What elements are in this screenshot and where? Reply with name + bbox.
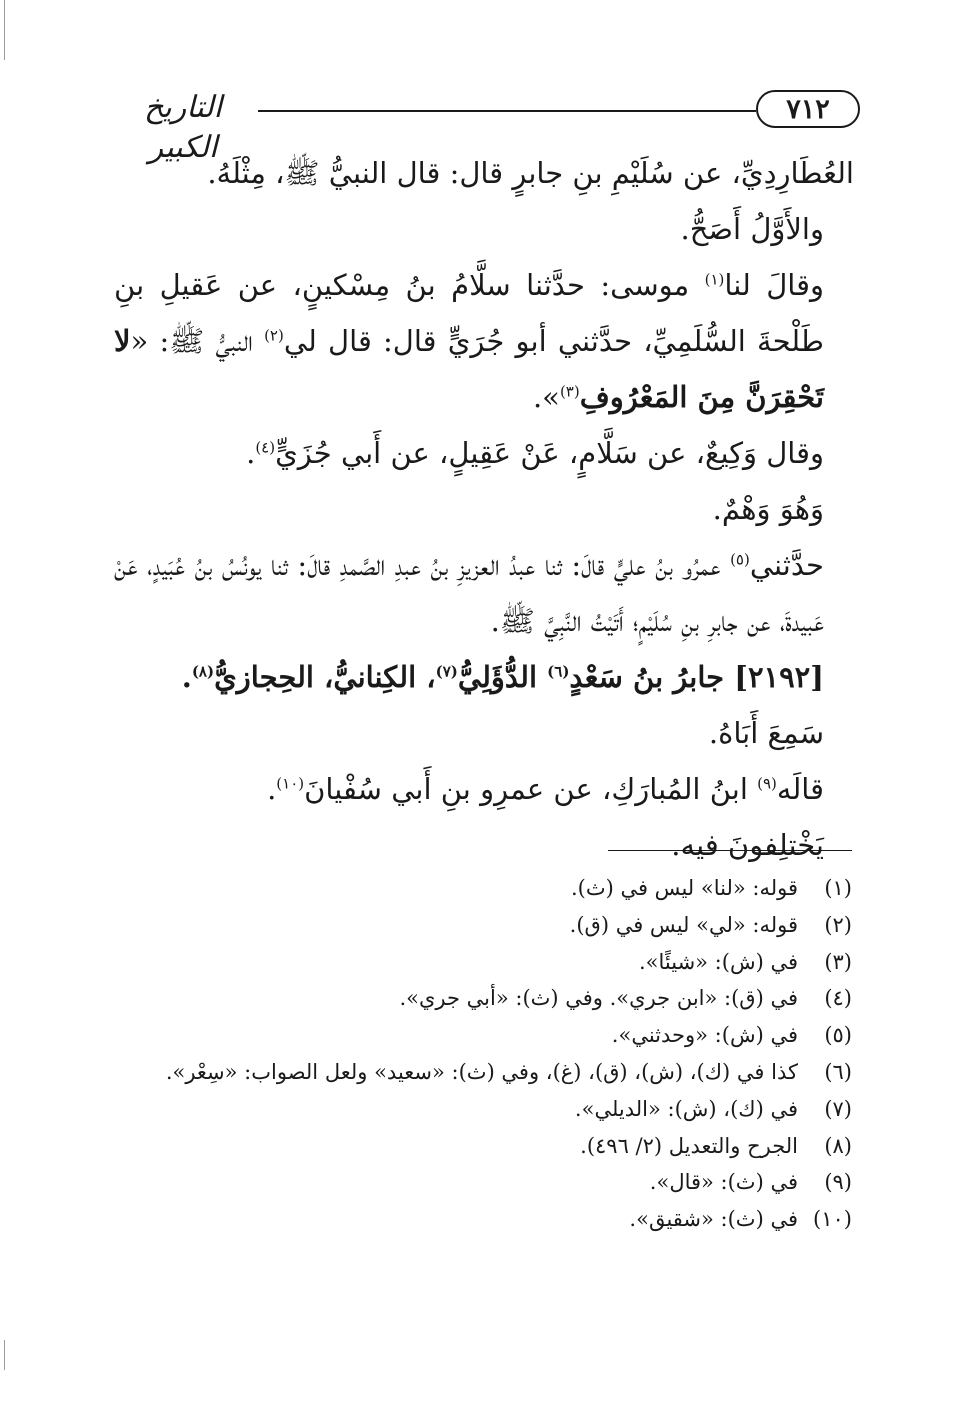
footnote-marker: (٥) [730, 550, 750, 569]
footnote-marker: (٦) [547, 662, 570, 681]
text-line [114, 761, 854, 817]
text-line: سَمِعَ أَبَاهُ. [708, 716, 824, 750]
footnote-item [112, 1017, 852, 1054]
text-line: والأَوَّلُ أَصَحُّ. [680, 212, 824, 246]
footnote-number: (٣) [824, 949, 852, 974]
text-run: . [181, 660, 192, 694]
page-header [108, 88, 860, 165]
footnote-item [112, 870, 852, 907]
footnote-text: قوله: «لنا» ليس في (ث). [570, 876, 798, 900]
footnote-marker: (٩) [757, 774, 777, 793]
footnote-text: في (ث): «قال». [649, 1170, 798, 1195]
footnote-item [112, 980, 852, 1017]
text-run: وقال وَكِيعٌ، عن سَلَّامٍ، عَنْ عَقِيلٍ، عن أَبي جُزَيٍّ [275, 436, 824, 470]
running-title: التاريخ الكبير [144, 90, 222, 165]
text-line: العُطَارِدِيِّ، عن سُلَيْمِ بنِ جابرٍ قال: قال النبيُّ ﷺ، مِثْلَهُ. [207, 156, 854, 190]
footnote-separator [608, 850, 852, 851]
text-run: ابنُ المُبارَكِ، عن عمرِو بنِ أَبي سُفْيانَ [304, 772, 758, 806]
footnote-item [112, 907, 852, 944]
text-paragraph [114, 537, 854, 649]
footnote-number: (٥) [824, 1023, 852, 1048]
footnote-number: (٢) [824, 912, 852, 937]
footnote-marker: (١٠) [276, 774, 305, 793]
entry-heading [114, 649, 854, 705]
footnote-item [112, 1054, 852, 1091]
footnote-marker: (٧) [435, 662, 458, 681]
footnote-text: في (ث): «شقيق». [629, 1207, 798, 1232]
text-run: الدُّؤَلِيُّ [457, 660, 548, 694]
text-line: وَهُوَ وَهْمٌ. [712, 492, 824, 526]
footnote-number: (٧) [824, 1096, 852, 1121]
header-rule [258, 110, 756, 112]
text-line [114, 425, 854, 481]
text-run: جابرُ بنُ سَعْدٍ [569, 660, 735, 694]
footnote-text: قوله: «لي» ليس في (ق). [569, 912, 798, 937]
footnote-marker: (٨) [191, 662, 215, 681]
text-run: ». [532, 380, 560, 414]
footnote-item [112, 1091, 852, 1128]
footnote-number: (٤) [824, 986, 852, 1011]
text-paragraph [114, 257, 854, 425]
entry-number: [٢١٩٢] [734, 660, 824, 694]
footnote-text: في (ش): «وحدثني». [611, 1023, 798, 1048]
footnote-item [112, 1128, 852, 1165]
text-run: حدَّثني [749, 548, 824, 582]
footnote-text: في (ك)، (ش): «الديلي». [574, 1096, 798, 1121]
footnote-marker: (٢) [264, 326, 284, 345]
footnote-text: في (ق): «ابن جري». وفي (ث): «أبي جري». [399, 986, 798, 1011]
page-edge-mark-bottom [4, 1340, 5, 1370]
footnote-text: في (ش): «شيئًا». [638, 949, 798, 974]
text-run: النبيُّ ﷺ: « [130, 324, 265, 358]
page-number: ٧١٢ [756, 90, 860, 128]
text-line: يَخْتلِفونَ فيه. [671, 828, 824, 862]
footnote-text: كذا في (ك)، (ش)، (ق)، (غ)، وفي (ث): «سعيد» ولعل الصواب: «سِعْر». [165, 1059, 798, 1084]
hadith-quote: لا تَحْقِرَنَّ مِنَ المَعْرُوفِ [114, 324, 824, 414]
footnote-number: (١) [824, 876, 852, 900]
footnote-item [112, 944, 852, 981]
footnote-number: (٨) [824, 1133, 852, 1158]
footnote-number: (٩) [824, 1170, 852, 1195]
text-run: . [267, 772, 277, 806]
footnote-item [112, 1201, 852, 1238]
main-text [114, 145, 854, 873]
text-run: وقالَ لنا [724, 268, 824, 302]
page-edge-mark-top [4, 0, 5, 60]
text-run: قالَه [776, 772, 824, 806]
text-run: موسى: حدَّثنا سلَّامُ بنُ مِسْكينٍ، عن عَقيلِ بنِ طَلْحةَ السُّلَمِيِّ، حدَّثني أبو جُرَيٍّ قال: قال لي [114, 268, 824, 358]
footnote-number: (٦) [824, 1059, 852, 1084]
footnotes [112, 870, 852, 1238]
footnote-item [112, 1164, 852, 1201]
footnote-number: (١٠) [813, 1207, 852, 1232]
text-run: . [246, 436, 256, 470]
footnote-marker: (٣) [559, 382, 580, 401]
text-run: ، الكِنانيُّ، الحِجازيُّ [214, 660, 436, 694]
footnote-text: الجرح والتعديل (٢/ ٤٩٦). [580, 1133, 798, 1158]
footnote-marker: (٤) [255, 438, 276, 457]
footnote-marker: (١) [704, 270, 725, 289]
text-run: عمرُو بنُ عليٍّ قالَ: ثنا عبدُ العزيزِ بنُ عبدِ الصَّمدِ قالَ: ثنا يونُسُ بنُ عُبَيدٍ، عَنْ عَبيدةَ، عن جابرِ بنِ سُلَيْمٍ؛ أَتَيْتُ النَّبِيَّ ﷺ. [114, 548, 824, 638]
